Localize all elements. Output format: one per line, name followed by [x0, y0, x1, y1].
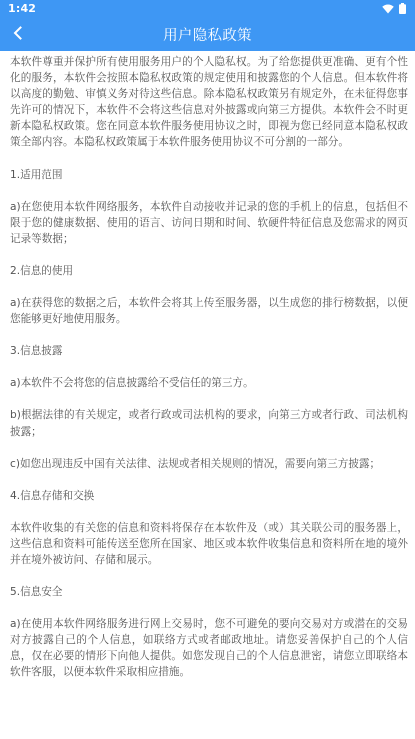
policy-paragraph: c)如您出现违反中国有关法律、法规或者相关规则的情况，需要向第三方披露；	[10, 457, 381, 470]
status-bar	[0, 0, 415, 17]
section-heading-scope: 1.适用范围	[10, 168, 63, 181]
section-heading-security: 5.信息安全	[10, 586, 63, 599]
back-arrow-icon	[11, 25, 25, 44]
app-bar	[0, 17, 415, 51]
wifi-icon	[382, 4, 394, 14]
page-title: 用户隐私政策	[163, 27, 252, 44]
policy-paragraph: a)在获得您的数据之后，本软件会将其上传至服务器，以生成您的排行榜数据，以便您能够更好地使用服务。	[10, 297, 408, 326]
policy-paragraph: a)本软件不会将您的信息披露给不受信任的第三方。	[10, 377, 254, 390]
policy-intro: 本软件尊重并保护所有使用服务用户的个人隐私权。为了给您提供更准确、更有个性化的服务，本软件会按照本隐私权政策的规定使用和披露您的个人信息。但本软件将以高度的勤勉、审慎义务对待这些信息。除本隐私权政策另有规定外，在未征得您事先许可的情况下，本软件不会将这些信息对外披露或向第三方提供。本软件会不时更新本隐私权政策。您在同意本软件服务使用协议之时，即视为您已经同意本隐私权政策全部内容。本隐私权政策属于本软件服务使用协议不可分割的一部分。	[10, 56, 408, 149]
section-heading-storage: 4.信息存储和交换	[10, 489, 95, 502]
policy-paragraph: 本软件收集的有关您的信息和资料将保存在本软件及（或）其关联公司的服务器上，这些信息和资料可能传送至您所在国家、地区或本软件收集信息和资料所在地的境外并在境外被访问、存储和展示。	[10, 521, 408, 566]
policy-paragraph: a)在您使用本软件网络服务，本软件自动接收并记录的您的手机上的信息，包括但不限于您的健康数据、使用的语言、访问日期和时间、软硬件特征信息及您需求的网页记录等数据；	[10, 200, 408, 245]
status-time: 1:42	[8, 2, 37, 15]
status-icons	[382, 3, 406, 14]
section-heading-usage: 2.信息的使用	[10, 264, 74, 277]
policy-paragraph: a)在使用本软件网络服务进行网上交易时，您不可避免的要向交易对方或潜在的交易对方披露自己的个人信息，如联络方式或者邮政地址。请您妥善保护自己的个人信息，仅在必要的情形下向他人提供。如您发现自己的个人信息泄密，请您立即联络本软件客服，以便本软件采取相应措施。	[10, 618, 408, 679]
policy-content	[0, 51, 415, 681]
battery-icon	[399, 3, 406, 14]
back-button[interactable]	[6, 22, 30, 46]
section-heading-disclosure: 3.信息披露	[10, 345, 63, 358]
policy-paragraph: b)根据法律的有关规定，或者行政或司法机构的要求，向第三方或者行政、司法机构披露；	[10, 409, 408, 438]
